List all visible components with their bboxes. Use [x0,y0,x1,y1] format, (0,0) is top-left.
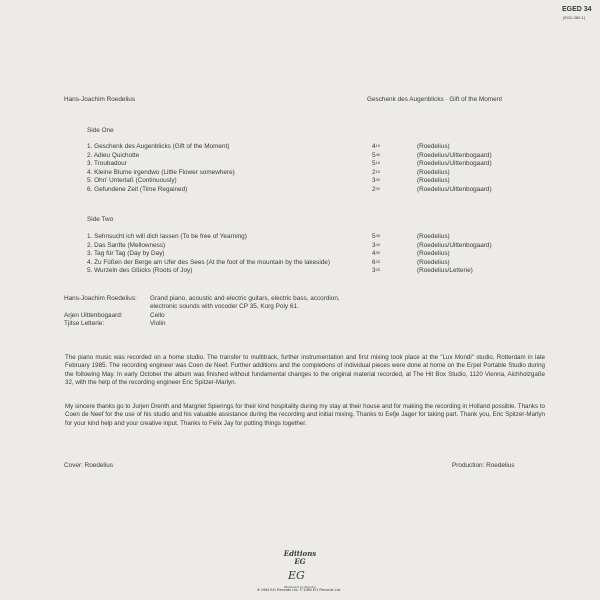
track-title: 1. Sehnsucht ich will dich lassen (To be free of Yearning) [87,233,247,240]
track-duration: $4^{19}$ [372,143,381,150]
side-two-track-2 [87,242,537,250]
track-credit: (Roedelius/Uittenbogaard) [417,151,492,159]
track-credit: (Roedelius) [417,143,450,150]
track-duration: $4^{30}$ [372,250,381,258]
personnel-name-1: Hans-Joachim Roedelius: [64,295,137,302]
personnel-role-2: Cello [150,312,165,319]
track-title: 6. Gefundene Zeit (Time Regained) [87,186,188,193]
track-duration: $5^{16}$ [372,160,381,168]
track-credit: (Roedelius/Letterie) [417,267,473,275]
side-one-heading: Side One [87,127,114,134]
side-two-track-3 [87,250,537,258]
logo-text: Editions EG [283,549,317,566]
track-title: 5. Wurzeln des Glücks (Roots of Joy) [87,267,193,275]
logo-sub: Marketed by Polydor [284,585,316,589]
track-title: 4. Zu Füßen der Berge am Ufer des Sees (At the foot of the mountain by the lakeside) [87,258,330,266]
track-credit: (Roedelius/Uittenbogaard) [417,186,492,193]
personnel-name-3: Tjitse Letterie: [64,320,105,327]
side-one-track-2 [87,152,537,160]
catalog-number: EGED 34 [562,6,592,13]
track-duration: $2^{00}$ [372,186,381,193]
track-credit: (Roedelius) [417,177,450,185]
side-one-track-6 [87,186,537,194]
notes-paragraph-2: My sincere thanks go to Jurjen Drenth and Margriet Spierings for their kind hospitality during my stay at their house and for making the recording in Holland possible. Thanks to Coen de Neef for the use of his studio and his valuable assistance during the recording and initial mixing. Thanks to Eefje Jager for taking part. Thank you, Eric Spitzer-Marlyn for your kind help and your creative input. Thanks to Felix Jay for putting things together. [65,403,545,427]
artist-name: Hans-Joachim Roedelius [64,96,136,103]
side-one-track-5 [87,177,537,185]
track-credit: (Roedelius) [417,250,450,258]
production-credit: Production: Roedelius [452,462,515,469]
track-duration: $5^{48}$ [372,233,381,240]
side-one-track-3 [87,160,537,168]
svg-text:EG: EG [288,569,305,581]
track-title: 1. Geschenk des Augenblicks (Gift of the Moment) [87,143,230,150]
side-two-heading: Side Two [87,216,114,223]
track-duration: $3^{25}$ [372,267,381,275]
copyright-line: ℗ 1984 EG Records Ltd. © 1984 EG Records Ltd. [257,588,341,592]
track-credit: (Roedelius/Uittenbogaard) [417,160,492,168]
cover-credit: Cover: Roedelius [64,462,114,469]
track-title: 2. Adieu Quichotte [87,151,140,159]
album-title: Geschenk des Augenblicks · Gift of the Moment [367,96,502,103]
track-duration: $6^{33}$ [372,258,381,266]
track-title: 3. Tag für Tag (Day by Day) [87,250,165,258]
track-title: 3. Troubadour [87,160,127,168]
track-credit: (Roedelius/Uittenbogaard) [417,241,492,249]
track-credit: (Roedelius) [417,258,450,266]
side-two-track-4 [87,259,537,267]
track-title: 5. Ohn' Unterlaß (Continuously) [87,177,177,185]
personnel-role-1b: electronic sounds with vocoder CP 35, Korg Poly 61. [150,303,299,310]
side-two-track-1 [87,233,537,241]
personnel-role-3: Violin [150,320,166,327]
side-two-track-5 [87,267,537,275]
track-duration: $3^{30}$ [372,177,381,185]
editions-eg-logo [279,549,321,589]
notes-paragraph-1: The piano music was recorded on a home studio. The transfer to multitrack, further instrumentation and first mixing took place at the "Lux Mondi" studio, Rotterdam in late February 1985. The recording engineer was Coen de Neef. Further additions and the completions of individual pieces were done at home on the Erpel Portable Studio during the following May. In early October the album was finished without fundamental changes to the original material recorded, at The Hit Box Studio, 1120 Vienna, Aichholzgaße 32, with the help of the recording engineer Eric Spitzer-Marlyn. [65,354,545,386]
track-title: 2. Das Sanfte (Mellowness) [87,241,166,249]
personnel-name-2: Arjen Uittenbogaard: [64,312,123,319]
side-one-track-4 [87,169,537,177]
track-credit: (Roedelius) [417,233,450,240]
catalog-sub: (EG2-060-1) [563,15,586,20]
eg-mark-icon [285,569,315,581]
track-title: 4. Kleine Blume irgendwo (Little Flower somewhere) [87,168,235,176]
side-one-track-1 [87,143,537,151]
track-duration: $3^{43}$ [372,241,381,249]
track-credit: (Roedelius) [417,168,450,176]
personnel-role-1: Grand piano, acoustic and electric guitars, electric bass, accordion, [150,295,340,302]
track-duration: $5^{46}$ [372,151,381,159]
track-duration: $2^{15}$ [372,168,381,176]
